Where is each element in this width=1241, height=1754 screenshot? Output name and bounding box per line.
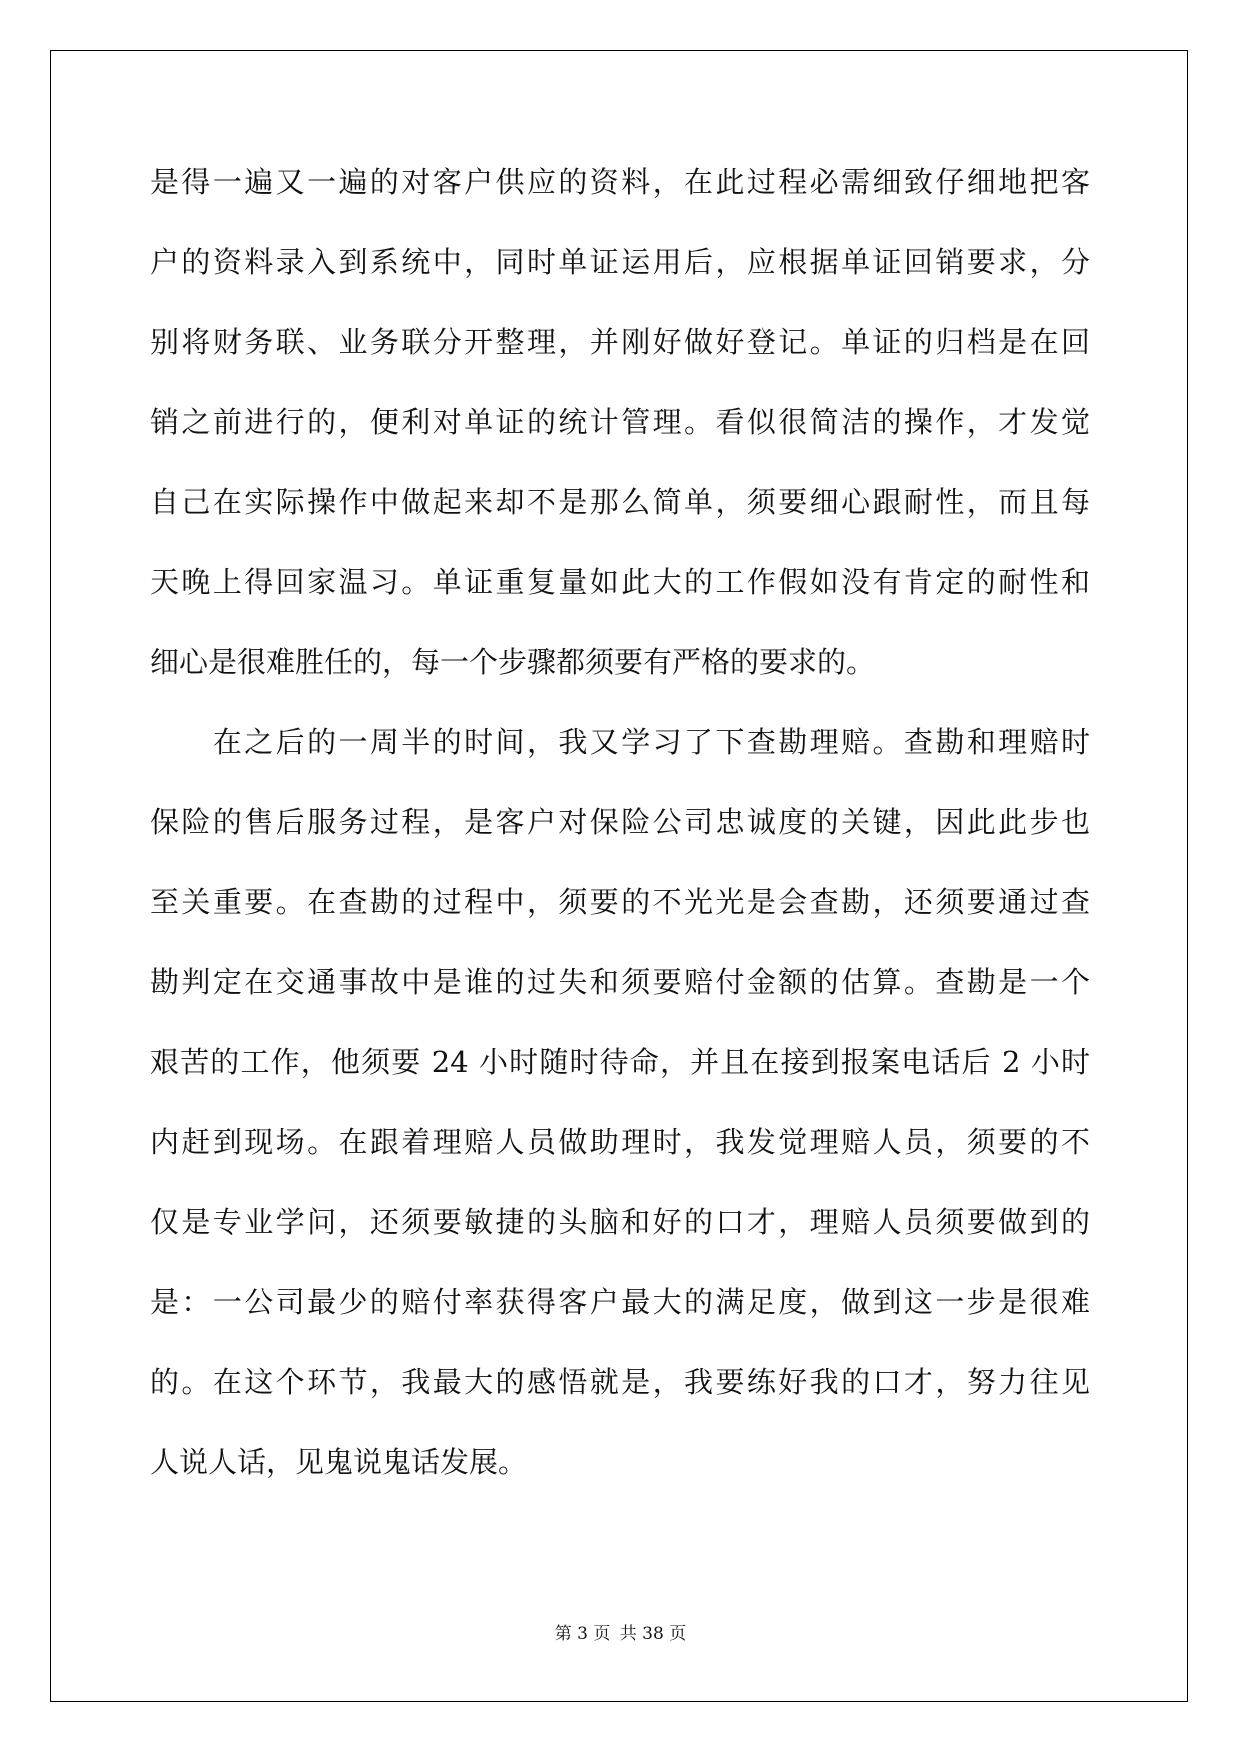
text-line: 至关重要。在查勘的过程中，须要的不光光是会查勘，还须要通过查 <box>150 885 1090 919</box>
text-line: 内赶到现场。在跟着理赔人员做助理时，我发觉理赔人员，须要的不 <box>150 1125 1090 1159</box>
text-line: 户的资料录入到系统中，同时单证运用后，应根据单证回销要求，分 <box>150 245 1090 279</box>
text-line: 勘判定在交通事故中是谁的过失和须要赔付金额的估算。查勘是一个 <box>150 965 1090 999</box>
text-line: 是得一遍又一遍的对客户供应的资料，在此过程必需细致仔细地把客 <box>150 165 1090 199</box>
text-line: 细心是很难胜任的，每一个步骤都须要有严格的要求的。 <box>150 645 876 679</box>
page-footer <box>0 1619 1241 1644</box>
text-line: 人说人话，见鬼说鬼话发展。 <box>150 1445 528 1479</box>
text-line: 艰苦的工作，他须要 24 小时随时待命，并且在接到报案电话后 2 小时 <box>150 1045 1090 1079</box>
page-number: 第 3 页 <box>554 1624 611 1644</box>
page-total: 共 38 页 <box>619 1624 687 1644</box>
text-line: 的。在这个环节，我最大的感悟就是，我要练好我的口才，努力往见 <box>150 1365 1090 1399</box>
text-line: 销之前进行的，便利对单证的统计管理。看似很简洁的操作，才发觉 <box>150 405 1090 439</box>
text-line: 在之后的一周半的时间，我又学习了下查勘理赔。查勘和理赔时 <box>150 725 1090 759</box>
text-line: 保险的售后服务过程，是客户对保险公司忠诚度的关键，因此此步也 <box>150 805 1090 839</box>
text-line: 天晚上得回家温习。单证重复量如此大的工作假如没有肯定的耐性和 <box>150 565 1090 599</box>
text-line: 别将财务联、业务联分开整理，并刚好做好登记。单证的归档是在回 <box>150 325 1090 359</box>
text-line: 是：一公司最少的赔付率获得客户最大的满足度，做到这一步是很难 <box>150 1285 1090 1319</box>
text-line: 自己在实际操作中做起来却不是那么简单，须要细心跟耐性，而且每 <box>150 485 1090 519</box>
document-body <box>150 142 1090 1502</box>
text-line: 仅是专业学问，还须要敏捷的头脑和好的口才，理赔人员须要做到的 <box>150 1205 1090 1239</box>
